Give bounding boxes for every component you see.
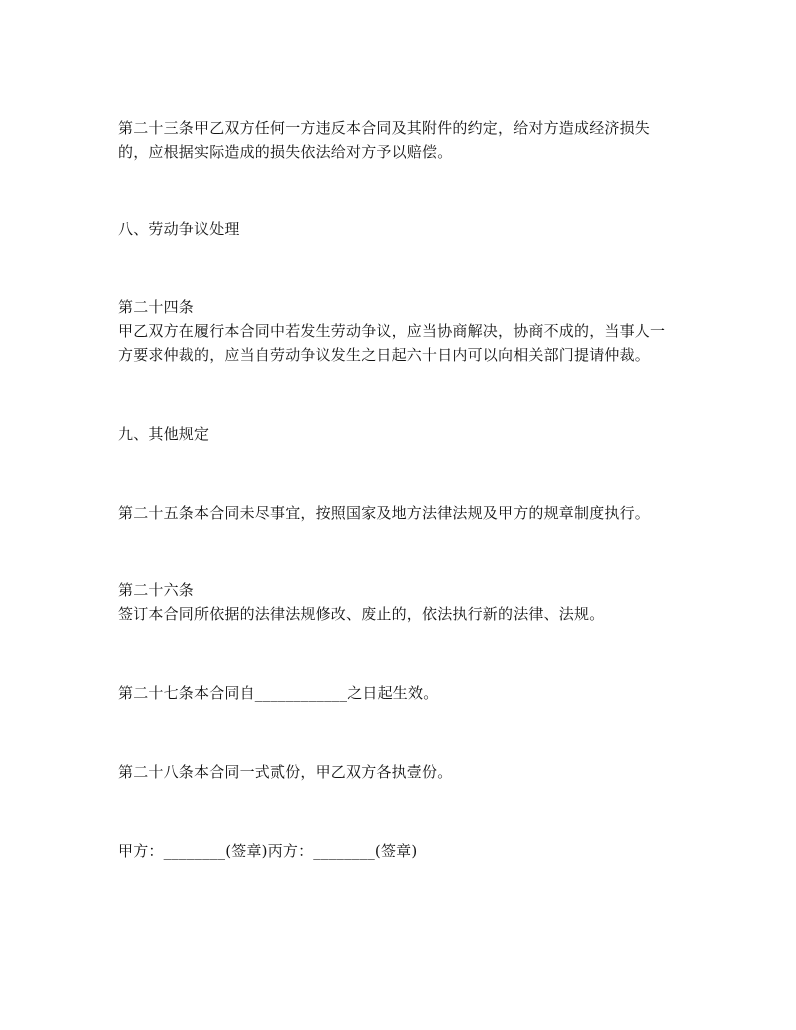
article-24-title: 第二十四条 (118, 298, 195, 316)
article-24-line-1: 甲乙双方在履行本合同中若发生劳动争议，应当协商解决，协商不成的，当事人一 (118, 322, 666, 340)
article-26-line-1: 签订本合同所依据的法律法规修改、废止的，依法执行新的法律、法规。 (118, 605, 605, 623)
article-23-line-2: 的，应根据实际造成的损失依法给对方予以赔偿。 (118, 143, 453, 161)
section-8-heading: 八、劳动争议处理 (118, 220, 240, 238)
article-28: 第二十八条本合同一式贰份，甲乙双方各执壹份。 (118, 763, 453, 781)
article-25: 第二十五条本合同未尽事宜，按照国家及地方法律法规及甲方的规章制度执行。 (118, 504, 651, 522)
section-9-heading: 九、其他规定 (118, 425, 210, 443)
article-27: 第二十七条本合同自____________之日起生效。 (118, 684, 439, 702)
article-24-line-2: 方要求仲裁的，应当自劳动争议发生之日起六十日内可以向相关部门提请仲裁。 (118, 346, 651, 364)
article-26-title: 第二十六条 (118, 581, 195, 599)
article-23-line-1: 第二十三条甲乙双方任何一方违反本合同及其附件的约定，给对方造成经济损失 (118, 119, 651, 137)
signature-line: 甲方：________(签章)丙方：________(签章) (118, 842, 418, 860)
